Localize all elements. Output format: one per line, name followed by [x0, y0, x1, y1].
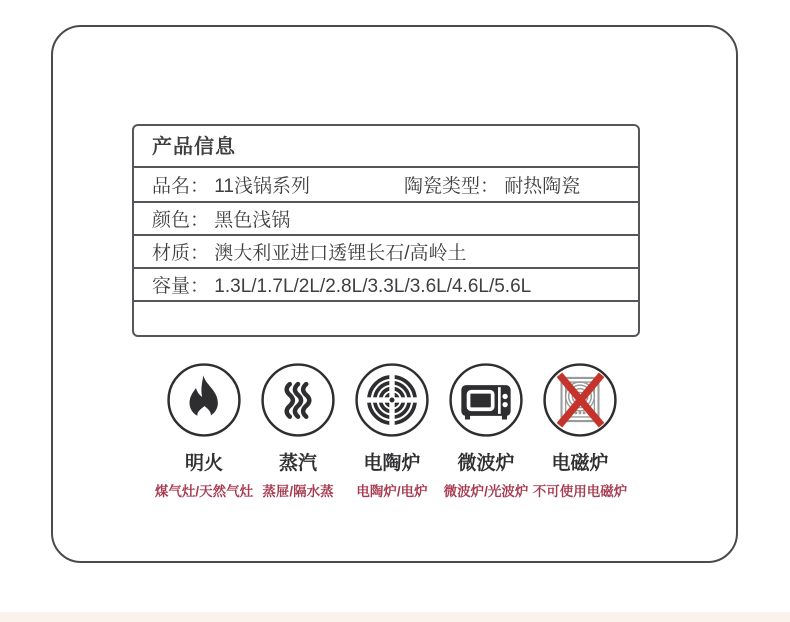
method-electric-ceramic-stove [345, 362, 439, 500]
table-row-color [134, 203, 638, 236]
product-name-cell: 品名： 11浅锅系列 [152, 176, 311, 197]
method-sublabel: 蒸屉/隔水蒸 [262, 484, 334, 499]
table-row-name [134, 168, 638, 203]
spec-table [132, 124, 640, 337]
product-info-card [51, 25, 738, 563]
steam-icon [260, 362, 336, 438]
color-cell: 颜色： 黑色浅锅 [152, 210, 291, 231]
method-label: 明火 [184, 453, 223, 474]
method-open-flame [154, 362, 254, 500]
material-cell: 材质： 澳大利亚进口透锂长石/高岭土 [152, 243, 467, 264]
microwave-icon [448, 362, 524, 438]
method-label: 蒸汽 [278, 453, 317, 474]
electric-ceramic-stove-icon [354, 362, 430, 438]
capacity-cell: 容量： 1.3L/1.7L/2L/2.8L/3.3L/3.6L/4.6L/5.6L [152, 276, 532, 297]
method-label: 电陶炉 [363, 453, 421, 474]
heating-methods [154, 362, 628, 500]
method-sublabel: 微波炉/光波炉 [443, 484, 529, 499]
method-label: 电磁炉 [551, 453, 609, 474]
method-sublabel: 电陶炉/电炉 [356, 484, 428, 499]
ceramic-type-cell: 陶瓷类型： 耐热陶瓷 [404, 176, 581, 197]
method-label: 微波炉 [457, 453, 515, 474]
bottom-strip [0, 612, 790, 622]
table-title: 产品信息 [134, 126, 638, 168]
table-row-material [134, 236, 638, 269]
table-row-empty [134, 302, 638, 335]
method-sublabel: 煤气灶/天然气灶 [154, 484, 254, 499]
method-steam [251, 362, 345, 500]
method-induction-cooker-forbidden [533, 362, 627, 500]
method-sublabel: 不可使用电磁炉 [532, 484, 628, 499]
table-row-capacity [134, 269, 638, 302]
flame-icon [166, 362, 242, 438]
induction-cooker-icon [542, 362, 618, 438]
method-microwave [439, 362, 533, 500]
